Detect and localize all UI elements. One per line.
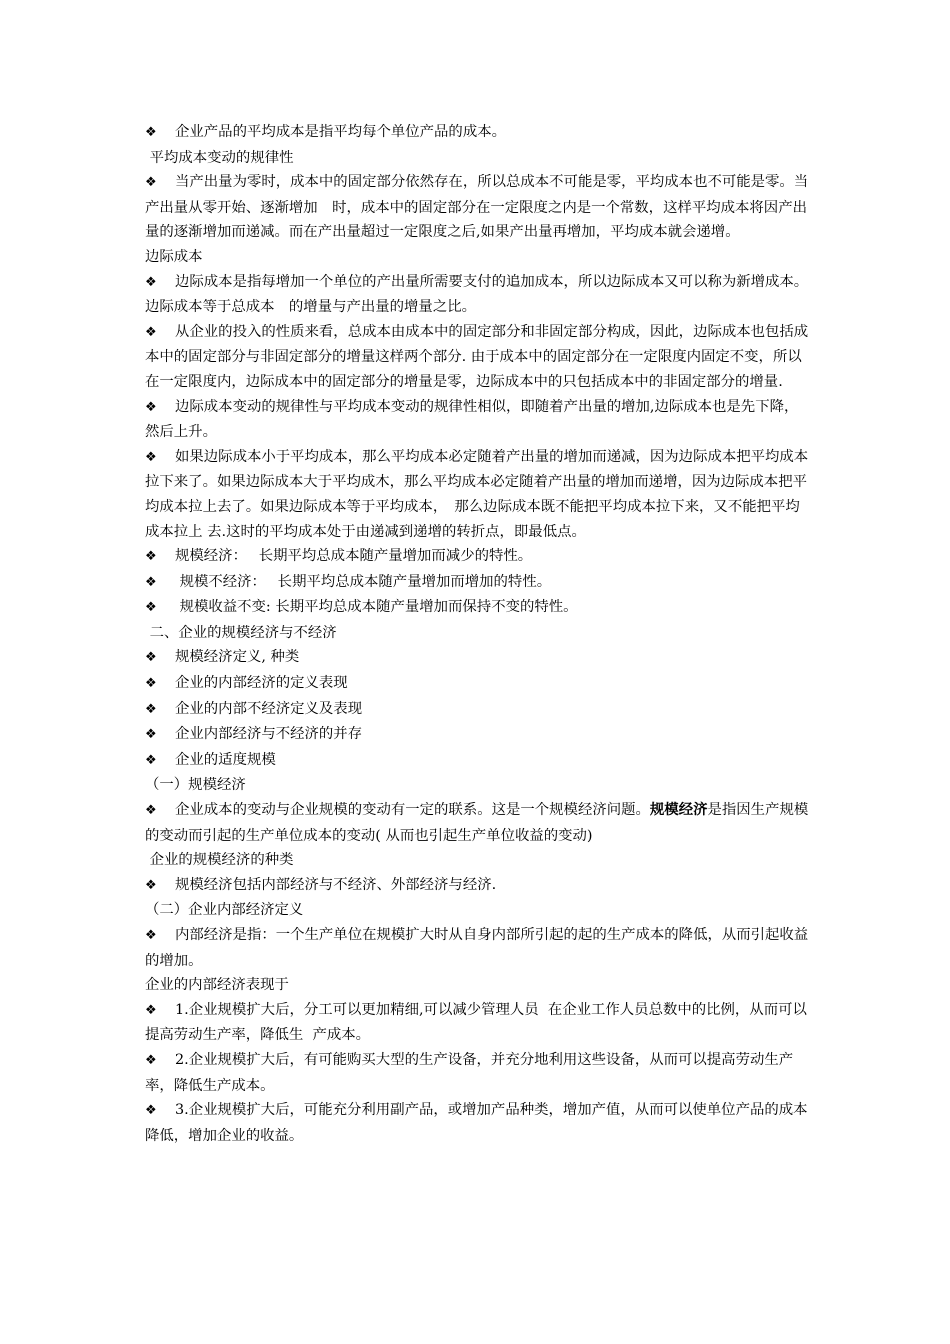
paragraph-text-continued: 是指因生产规模的变动而引起的生产单位成本的变动( 从而也引起生产单位收益的变动) <box>145 802 809 844</box>
paragraph-text: 企业的适度规模 <box>175 751 276 768</box>
bullet-paragraph <box>145 270 810 320</box>
paragraph-text: 1.企业规模扩大后，分工可以更加精细,可以减少管理人员 在企业工作人员总数中的比例，从而可以提高劳动生产率，降低生 产成本。 <box>145 1001 807 1044</box>
heading-line <box>145 146 810 171</box>
heading-line <box>145 848 810 873</box>
paragraph-text: 内部经济是指：一个生产单位在规模扩大时从自身内部所引起的起的生产成本的降低，从而引起收益的增加。 <box>145 927 809 969</box>
diamond-bullet-icon: ❖ <box>145 549 157 565</box>
diamond-bullet-icon: ❖ <box>145 274 157 290</box>
bullet-paragraph <box>145 998 810 1048</box>
diamond-bullet-icon: ❖ <box>145 175 157 191</box>
bullet-paragraph <box>145 445 810 544</box>
bullet-paragraph <box>145 645 810 671</box>
diamond-bullet-icon: ❖ <box>145 1103 157 1119</box>
bold-term: 规模经济 <box>649 802 708 819</box>
heading-line <box>145 773 810 798</box>
paragraph-text: 规模经济： 长期平均总成本随产量增加而减少的特性。 <box>175 548 533 565</box>
heading-line <box>145 621 810 646</box>
paragraph-text: 边际成本是指每增加一个单位的产出量所需要支付的追加成本，所以边际成本又可以称为新增成本。边际成本等于总成本 的增量与产出量的增量之比。 <box>145 273 809 316</box>
paragraph-text: 企业的规模经济的种类 <box>145 852 294 869</box>
diamond-bullet-icon: ❖ <box>145 324 157 340</box>
diamond-bullet-icon: ❖ <box>145 752 157 768</box>
diamond-bullet-icon: ❖ <box>145 574 157 590</box>
paragraph-text: 2.企业规模扩大后，有可能购买大型的生产设备，并充分地利用这些设备，从而可以提高劳动生产率，降低生产成本。 <box>145 1051 794 1094</box>
bullet-paragraph <box>145 671 810 697</box>
bullet-paragraph <box>145 748 810 774</box>
diamond-bullet-icon: ❖ <box>145 877 157 893</box>
bullet-paragraph <box>145 170 810 245</box>
bullet-paragraph <box>145 595 810 621</box>
bullet-paragraph <box>145 1048 810 1098</box>
paragraph-text: 平均成本变动的规律性 <box>145 149 294 166</box>
heading-line <box>145 245 810 270</box>
diamond-bullet-icon: ❖ <box>145 399 157 415</box>
paragraph-text: 3.企业规模扩大后，可能充分利用副产品，或增加产品种类，增加产值，从而可以使单位产品的成本降低，增加企业的收益。 <box>145 1102 808 1144</box>
bullet-paragraph <box>145 697 810 723</box>
bullet-paragraph <box>145 923 810 973</box>
paragraph-text: 规模不经济： 长期平均总成本随产量增加而增加的特性。 <box>175 573 552 590</box>
paragraph-text: 企业产品的平均成本是指平均每个单位产品的成本。 <box>175 124 506 140</box>
paragraph-text: 从企业的投入的性质来看，总成本由成本中的固定部分和非固定部分构成，因此，边际成本也包括成本中的固定部分与非固定部分的增量这样两个部分. 由于成本中的固定部分在一定限度内固定不变，所以在一定限度内，边际成本中的固定部分的增量是零，边际成本中的只包括成本中的非固定部分的增量. <box>145 323 809 390</box>
paragraph-text: （二）企业内部经济定义 <box>145 902 304 919</box>
paragraph-text: 二、企业的规模经济与不经济 <box>145 624 337 641</box>
paragraph-text: 企业的内部经济的定义表现 <box>175 675 348 692</box>
bullet-paragraph <box>145 544 810 570</box>
paragraph-text: 企业的内部不经济定义及表现 <box>175 700 363 717</box>
paragraph-text: 如果边际成本小于平均成本，那么平均成本必定随着产出量的增加而递减，因为边际成本把平均成本拉下来了。如果边际成本大于平均成木，那么平均成本必定随着产出量的增加而递增，因为边际成本把平均成本拉上去了。如果边际成本等于平均成本， 那么边际成本既不能把平均成本拉下来，又不能把平均成本拉上 去.这时的平均成本处于由递减到递增的转折点，即最低点。 <box>145 448 809 540</box>
bullet-paragraph <box>145 570 810 596</box>
bullet-paragraph <box>145 1098 810 1148</box>
bullet-paragraph <box>145 798 810 848</box>
diamond-bullet-icon: ❖ <box>145 928 157 943</box>
paragraph-text: 边际成本变动的规律性与平均成本变动的规律性相似，即随着产出量的增加,边际成本也是先下降，然后上升。 <box>145 398 799 441</box>
paragraph-text: 企业成本的变动与企业规模的变动有一定的联系。这是一个规模经济问题。 <box>175 802 650 819</box>
diamond-bullet-icon: ❖ <box>145 676 157 692</box>
heading-line <box>145 898 810 923</box>
paragraph-text: 边际成本 <box>145 248 203 265</box>
diamond-bullet-icon: ❖ <box>145 803 157 819</box>
bullet-paragraph <box>145 722 810 748</box>
diamond-bullet-icon: ❖ <box>145 449 157 465</box>
paragraph-text: 规模经济定义, 种类 <box>175 649 300 666</box>
paragraph-text: 企业的内部经济表现于 <box>145 977 289 994</box>
document-body <box>145 120 810 1148</box>
diamond-bullet-icon: ❖ <box>145 600 157 616</box>
paragraph-text: （一）规模经济 <box>145 777 246 794</box>
diamond-bullet-icon: ❖ <box>145 701 157 717</box>
diamond-bullet-icon: ❖ <box>145 1052 157 1068</box>
bullet-paragraph <box>145 873 810 899</box>
bullet-paragraph <box>145 120 810 146</box>
bullet-paragraph <box>145 395 810 445</box>
paragraph-text: 企业内部经济与不经济的并存 <box>175 726 363 743</box>
diamond-bullet-icon: ❖ <box>145 650 157 666</box>
paragraph-text: 规模经济包括内部经济与不经济、外部经济与经济. <box>175 876 497 893</box>
bullet-paragraph <box>145 320 810 395</box>
heading-line <box>145 973 810 998</box>
diamond-bullet-icon: ❖ <box>145 125 157 140</box>
paragraph-text: 规模收益不变: 长期平均总成本随产量增加而保持不变的特性。 <box>175 599 578 616</box>
diamond-bullet-icon: ❖ <box>145 1002 157 1018</box>
diamond-bullet-icon: ❖ <box>145 727 157 743</box>
paragraph-text: 当产出量为零时，成本中的固定部分依然存在，所以总成本不可能是零，平均成本也不可能是零。当产出量从零开始、逐渐增加 时，成本中的固定部分在一定限度之内是一个常数，这样平均成本将因产出量的逐渐增加而递减。而在产出量超过一定限度之后,如果产出量再增加，平均成本就会递增。 <box>145 174 809 241</box>
